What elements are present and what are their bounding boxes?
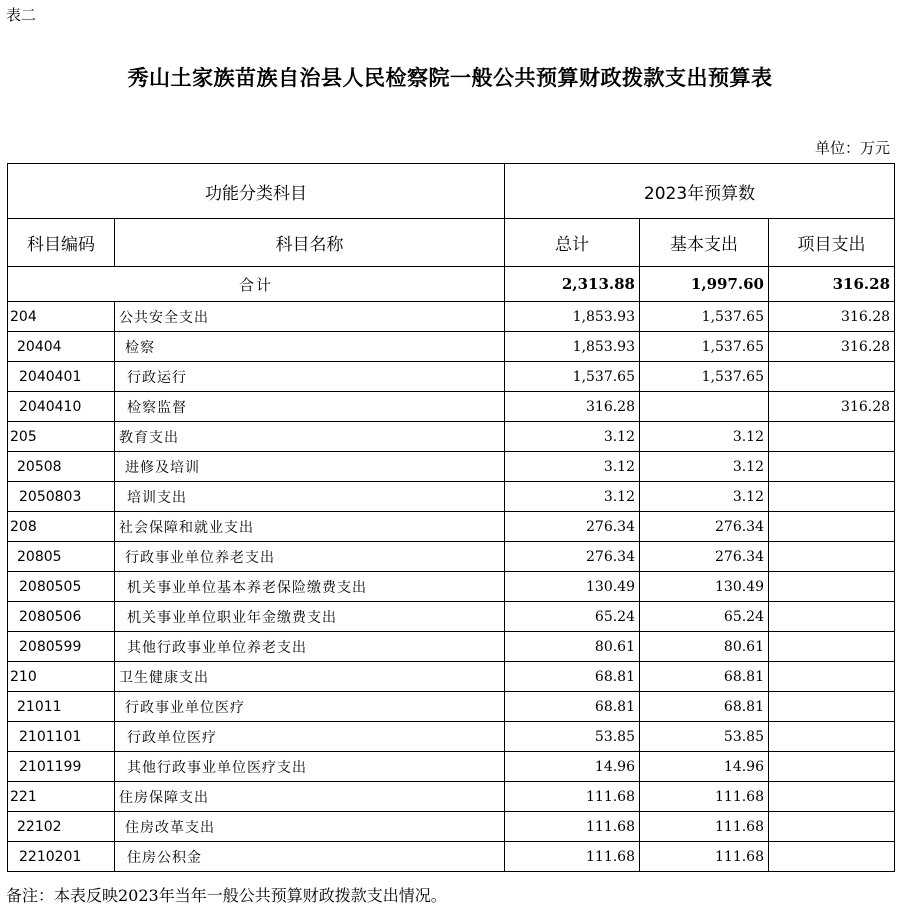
- subject-code-cell: 2050803: [8, 482, 115, 512]
- table-row: [8, 422, 895, 452]
- subject-code-cell: 2101101: [8, 722, 115, 752]
- basic-value-cell: 65.24: [640, 602, 769, 632]
- table-row: [8, 782, 895, 812]
- project-value-cell: 316.28: [769, 302, 895, 332]
- total-value-cell: 14.96: [505, 752, 640, 782]
- table-row: [8, 542, 895, 572]
- header-row-columns: [8, 219, 895, 267]
- total-value-cell: 1,853.93: [505, 302, 640, 332]
- total-project-value: 316.28: [769, 267, 895, 302]
- subject-code-cell: 2101199: [8, 752, 115, 782]
- subject-code-cell: 20404: [8, 332, 115, 362]
- subject-code-cell: 208: [8, 512, 115, 542]
- basic-value-cell: 53.85: [640, 722, 769, 752]
- total-value-cell: 316.28: [505, 392, 640, 422]
- basic-value-cell: 130.49: [640, 572, 769, 602]
- table-row: [8, 452, 895, 482]
- project-value-cell: 316.28: [769, 392, 895, 422]
- basic-value-cell: 276.34: [640, 512, 769, 542]
- project-value-cell: [769, 362, 895, 392]
- subject-code-cell: 210: [8, 662, 115, 692]
- project-value-cell: [769, 422, 895, 452]
- total-value-cell: 65.24: [505, 602, 640, 632]
- basic-value-cell: 3.12: [640, 482, 769, 512]
- total-value-cell: 80.61: [505, 632, 640, 662]
- basic-value-cell: 14.96: [640, 752, 769, 782]
- total-value-cell: 68.81: [505, 692, 640, 722]
- table-row: [8, 512, 895, 542]
- basic-value-cell: 111.68: [640, 842, 769, 872]
- header-total: 总计: [505, 219, 640, 267]
- subject-name-cell: 行政运行: [115, 362, 505, 392]
- total-row: [8, 267, 895, 302]
- project-value-cell: [769, 482, 895, 512]
- total-value-cell: 53.85: [505, 722, 640, 752]
- total-value-cell: 3.12: [505, 452, 640, 482]
- project-value-cell: [769, 602, 895, 632]
- project-value-cell: [769, 512, 895, 542]
- footnote: 备注：本表反映2023年当年一般公共预算财政拨款支出情况。: [6, 886, 447, 905]
- subject-code-cell: 2040410: [8, 392, 115, 422]
- subject-name-cell: 住房保障支出: [115, 782, 505, 812]
- subject-code-cell: 21011: [8, 692, 115, 722]
- subject-code-cell: 204: [8, 302, 115, 332]
- total-value-cell: 1,853.93: [505, 332, 640, 362]
- table-row: [8, 752, 895, 782]
- subject-code-cell: 2080506: [8, 602, 115, 632]
- table-row: [8, 812, 895, 842]
- subject-name-cell: 教育支出: [115, 422, 505, 452]
- project-value-cell: [769, 572, 895, 602]
- subject-name-cell: 住房改革支出: [115, 812, 505, 842]
- subject-code-cell: 205: [8, 422, 115, 452]
- subject-name-cell: 社会保障和就业支出: [115, 512, 505, 542]
- total-value-cell: 68.81: [505, 662, 640, 692]
- subject-name-cell: 公共安全支出: [115, 302, 505, 332]
- total-label: 合计: [8, 267, 505, 302]
- table-row: [8, 482, 895, 512]
- subject-name-cell: 行政事业单位医疗: [115, 692, 505, 722]
- table-row: [8, 842, 895, 872]
- subject-code-cell: 2080599: [8, 632, 115, 662]
- subject-name-cell: 机关事业单位基本养老保险缴费支出: [115, 572, 505, 602]
- table-row: [8, 332, 895, 362]
- subject-name-cell: 行政事业单位养老支出: [115, 542, 505, 572]
- table-number-label: 表二: [6, 6, 37, 24]
- subject-name-cell: 其他行政事业单位养老支出: [115, 632, 505, 662]
- basic-value-cell: 3.12: [640, 422, 769, 452]
- subject-code-cell: 2080505: [8, 572, 115, 602]
- subject-code-cell: 221: [8, 782, 115, 812]
- project-value-cell: [769, 452, 895, 482]
- subject-name-cell: 住房公积金: [115, 842, 505, 872]
- total-value-cell: 276.34: [505, 512, 640, 542]
- basic-value-cell: 68.81: [640, 692, 769, 722]
- total-value-cell: 111.68: [505, 812, 640, 842]
- basic-value-cell: 111.68: [640, 782, 769, 812]
- project-value-cell: 316.28: [769, 332, 895, 362]
- project-value-cell: [769, 782, 895, 812]
- basic-value-cell: 68.81: [640, 662, 769, 692]
- header-project: 项目支出: [769, 219, 895, 267]
- total-value-cell: 3.12: [505, 422, 640, 452]
- project-value-cell: [769, 632, 895, 662]
- document-title: 秀山土家族苗族自治县人民检察院一般公共预算财政拨款支出预算表: [127, 65, 773, 90]
- header-row-groups: [8, 164, 895, 219]
- table-row: [8, 392, 895, 422]
- basic-value-cell: 80.61: [640, 632, 769, 662]
- project-value-cell: [769, 752, 895, 782]
- table-row: [8, 302, 895, 332]
- subject-code-cell: 20508: [8, 452, 115, 482]
- basic-value-cell: 1,537.65: [640, 302, 769, 332]
- table-row: [8, 602, 895, 632]
- header-basic: 基本支出: [640, 219, 769, 267]
- subject-name-cell: 其他行政事业单位医疗支出: [115, 752, 505, 782]
- subject-name-cell: 机关事业单位职业年金缴费支出: [115, 602, 505, 632]
- project-value-cell: [769, 692, 895, 722]
- total-value-cell: 130.49: [505, 572, 640, 602]
- table-row: [8, 362, 895, 392]
- subject-name-cell: 培训支出: [115, 482, 505, 512]
- total-value-cell: 276.34: [505, 542, 640, 572]
- subject-code-cell: 2040401: [8, 362, 115, 392]
- total-value-cell: 111.68: [505, 782, 640, 812]
- basic-value-cell: 3.12: [640, 452, 769, 482]
- table-row: [8, 632, 895, 662]
- subject-name-cell: 卫生健康支出: [115, 662, 505, 692]
- header-code: 科目编码: [8, 219, 115, 267]
- total-total-value: 2,313.88: [505, 267, 640, 302]
- basic-value-cell: 1,537.65: [640, 332, 769, 362]
- basic-value-cell: 1,537.65: [640, 362, 769, 392]
- subject-name-cell: 行政单位医疗: [115, 722, 505, 752]
- project-value-cell: [769, 812, 895, 842]
- unit-label: 单位：万元: [814, 139, 890, 157]
- project-value-cell: [769, 662, 895, 692]
- table-row: [8, 572, 895, 602]
- header-budget-group: 2023年预算数: [505, 164, 895, 219]
- table-row: [8, 662, 895, 692]
- total-value-cell: 3.12: [505, 482, 640, 512]
- budget-table: [7, 163, 895, 872]
- subject-name-cell: 检察监督: [115, 392, 505, 422]
- total-value-cell: 111.68: [505, 842, 640, 872]
- subject-name-cell: 进修及培训: [115, 452, 505, 482]
- subject-name-cell: 检察: [115, 332, 505, 362]
- total-basic-value: 1,997.60: [640, 267, 769, 302]
- subject-code-cell: 2210201: [8, 842, 115, 872]
- basic-value-cell: 276.34: [640, 542, 769, 572]
- table-row: [8, 692, 895, 722]
- basic-value-cell: 111.68: [640, 812, 769, 842]
- project-value-cell: [769, 842, 895, 872]
- header-name: 科目名称: [115, 219, 505, 267]
- basic-value-cell: [640, 392, 769, 422]
- subject-code-cell: 22102: [8, 812, 115, 842]
- project-value-cell: [769, 722, 895, 752]
- total-value-cell: 1,537.65: [505, 362, 640, 392]
- subject-code-cell: 20805: [8, 542, 115, 572]
- project-value-cell: [769, 542, 895, 572]
- table-row: [8, 722, 895, 752]
- header-function-group: 功能分类科目: [8, 164, 505, 219]
